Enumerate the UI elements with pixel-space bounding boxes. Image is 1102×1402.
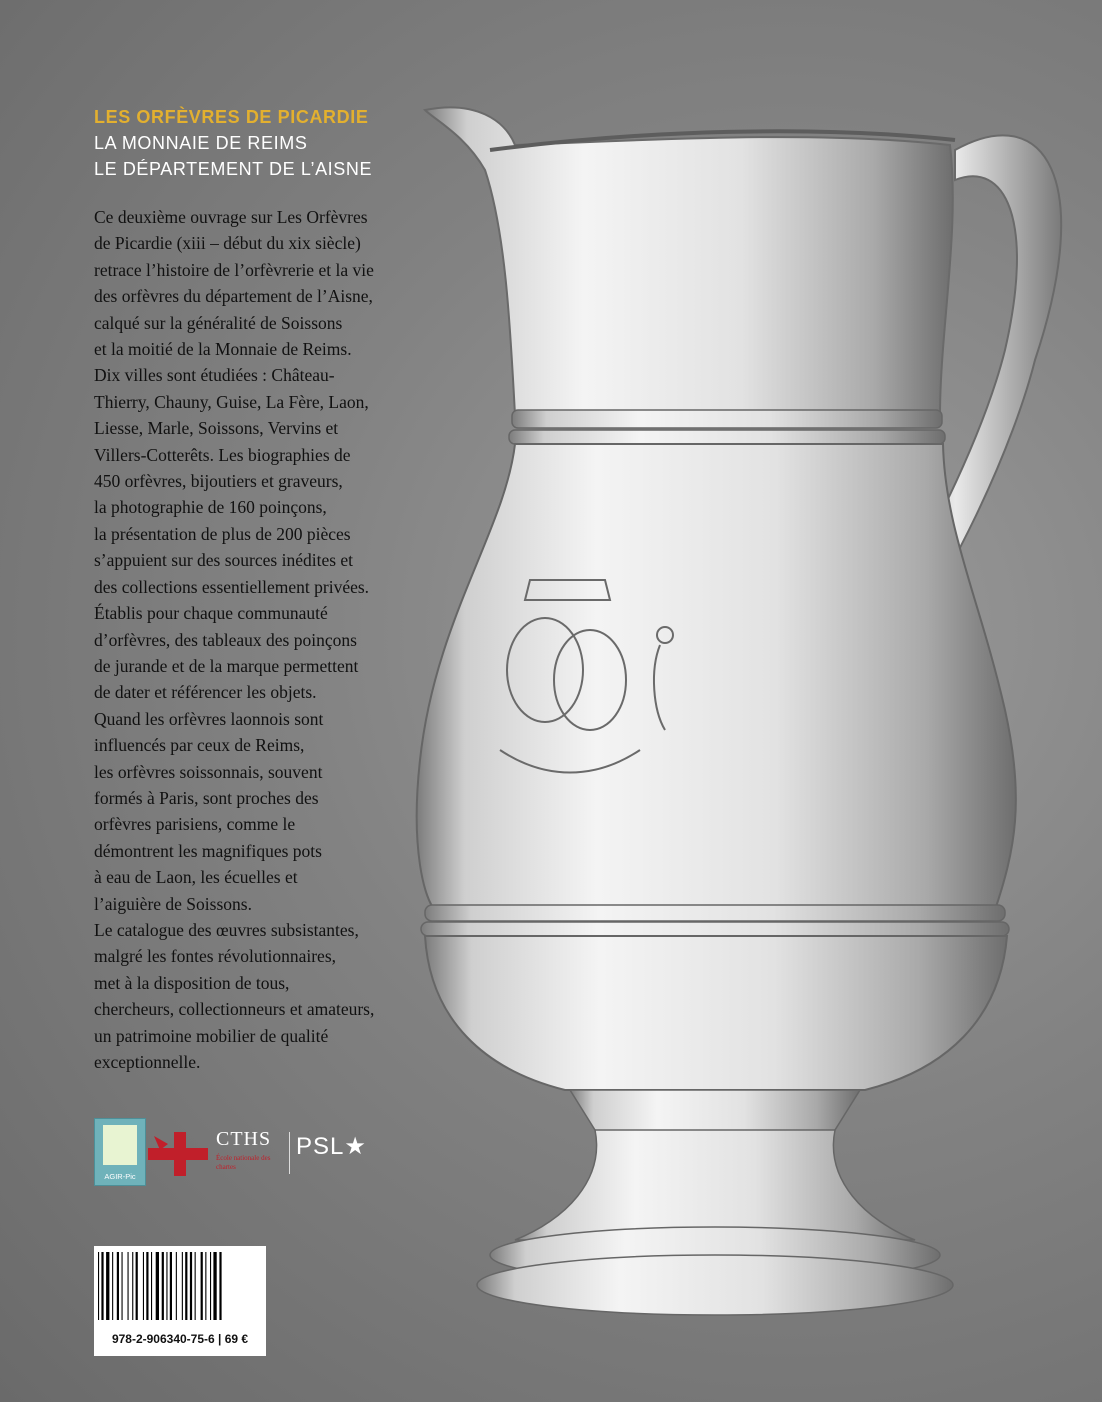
blurb-line: et la moitié de la Monnaie de Reims. bbox=[94, 339, 352, 360]
blurb-line: de jurande et de la marque permettent bbox=[94, 655, 359, 676]
isbn-barcode bbox=[94, 1252, 266, 1320]
blurb-line: chercheurs, collectionneurs et amateurs, bbox=[94, 999, 375, 1020]
barcode-bar bbox=[201, 1252, 203, 1320]
barcode-bar bbox=[195, 1252, 196, 1320]
barcode-bar bbox=[122, 1252, 123, 1320]
blurb-line: Liesse, Marle, Soissons, Vervins et bbox=[94, 418, 339, 439]
cths-logo bbox=[146, 1126, 316, 1182]
blurb-line: un patrimoine mobilier de qualité bbox=[94, 1025, 329, 1046]
cths-sublabel: École nationale des chartes bbox=[216, 1154, 271, 1171]
barcode-bar bbox=[151, 1252, 152, 1320]
blurb-line: influencés par ceux de Reims, bbox=[94, 735, 305, 756]
barcode-bar bbox=[117, 1252, 119, 1320]
blurb-line: Thierry, Chauny, Guise, La Fère, Laon, bbox=[94, 391, 369, 412]
subtitle-departement: LE DÉPARTEMENT DE L’AISNE bbox=[94, 159, 373, 179]
barcode-bar bbox=[136, 1252, 138, 1320]
blurb-text bbox=[94, 204, 424, 1075]
barcode-bar bbox=[162, 1252, 164, 1320]
barcode-bar bbox=[143, 1252, 144, 1320]
barcode-bar bbox=[166, 1252, 167, 1320]
blurb-line: formés à Paris, sont proches des bbox=[94, 787, 319, 808]
barcode-bar bbox=[128, 1252, 129, 1320]
blurb-line: s’appuient sur des sources inédites et bbox=[94, 550, 354, 571]
blurb-line: Ce deuxième ouvrage sur Les Orfèvres bbox=[94, 207, 368, 227]
silver-ewer-image bbox=[395, 60, 1075, 1360]
barcode-bar bbox=[106, 1252, 109, 1320]
blurb-line: 450 orfèvres, bijoutiers et graveurs, bbox=[94, 471, 343, 492]
barcode-panel bbox=[94, 1246, 266, 1356]
blurb-line: Établis pour chaque communauté bbox=[94, 603, 328, 624]
blurb-line: Dix villes sont étudiées : Château- bbox=[94, 365, 335, 386]
blurb-line: Villers-Cotterêts. Les biographies de bbox=[94, 444, 351, 465]
blurb-line: des orfèvres du département de l’Aisne, bbox=[94, 286, 373, 307]
barcode-bar bbox=[176, 1252, 177, 1320]
blurb-line: les orfèvres soissonnais, souvent bbox=[94, 761, 323, 782]
barcode-bar bbox=[213, 1252, 216, 1320]
blurb-line: calqué sur la généralité de Soissons bbox=[94, 312, 343, 333]
subtitle-monnaie: LA MONNAIE DE REIMS bbox=[94, 133, 308, 153]
blurb-line: malgré les fontes révolutionnaires, bbox=[94, 946, 337, 967]
cths-label: CTHS bbox=[216, 1128, 272, 1150]
blurb-line: d’orfèvres, des tableaux des poinçons bbox=[94, 629, 357, 650]
blurb-line: de dater et référencer les objets. bbox=[94, 682, 317, 703]
blurb-line: l’aiguière de Soissons. bbox=[94, 893, 252, 914]
psl-logo: PSL★ bbox=[296, 1133, 367, 1160]
barcode-bar bbox=[185, 1252, 187, 1320]
blurb-line: retrace l’histoire de l’orfèvrerie et la vie bbox=[94, 259, 374, 280]
logo-divider bbox=[289, 1132, 290, 1174]
blurb-line: de Picardie (xiii – début du xix siècle) bbox=[94, 233, 361, 254]
blurb-line: à eau de Laon, les écuelles et bbox=[94, 867, 298, 888]
blurb-line: des collections essentiellement privées. bbox=[94, 576, 370, 597]
blurb-line: la présentation de plus de 200 pièces bbox=[94, 523, 351, 544]
blurb-line: Quand les orfèvres laonnois sont bbox=[94, 708, 324, 729]
barcode-bar bbox=[182, 1252, 183, 1320]
barcode-bar bbox=[170, 1252, 172, 1320]
isbn-price: 978-2-906340-75-6 | 69 € bbox=[111, 1332, 249, 1346]
barcode-bar bbox=[205, 1252, 206, 1320]
blurb-line: met à la disposition de tous, bbox=[94, 972, 290, 993]
barcode-bar bbox=[156, 1252, 159, 1320]
agir-pic-logo: AGIR-Pic bbox=[94, 1118, 146, 1186]
cover-header bbox=[94, 104, 372, 182]
blurb-line: Le catalogue des œuvres subsistantes, bbox=[94, 919, 359, 940]
barcode-bar bbox=[219, 1252, 221, 1320]
series-title: LES ORFÈVRES DE PICARDIE bbox=[94, 107, 369, 127]
barcode-bar bbox=[190, 1252, 192, 1320]
barcode-bar bbox=[98, 1252, 99, 1320]
barcode-bar bbox=[210, 1252, 211, 1320]
blurb-line: orfèvres parisiens, comme le bbox=[94, 814, 296, 835]
barcode-bar bbox=[101, 1252, 103, 1320]
barcode-bar bbox=[132, 1252, 133, 1320]
blurb-line: la photographie de 160 poinçons, bbox=[94, 497, 327, 518]
barcode-bar bbox=[146, 1252, 148, 1320]
blurb-line: démontrent les magnifiques pots bbox=[94, 840, 322, 861]
blurb-line: exceptionnelle. bbox=[94, 1052, 201, 1072]
barcode-bar bbox=[112, 1252, 113, 1320]
